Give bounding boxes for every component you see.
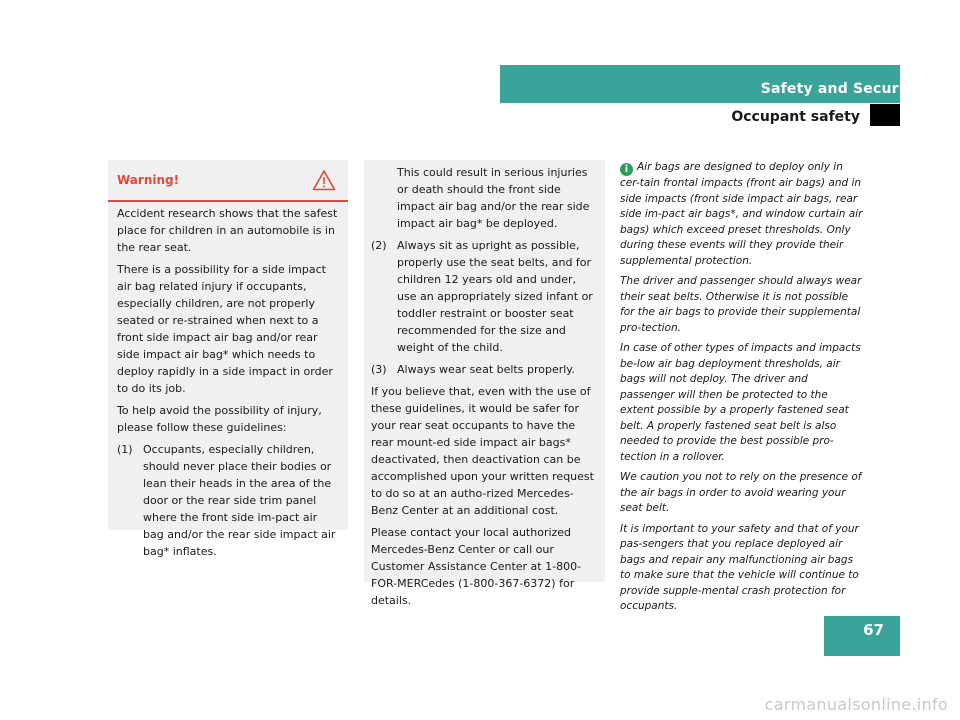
guideline-text: Always sit as upright as possible, properly use the seat belts, and for children 12 years old and under, use an appropriately sized infant or toddler restraint or booster seat recommended for the size and weight of the child. bbox=[397, 239, 593, 354]
warning-continued-panel bbox=[364, 160, 605, 607]
guideline-number: (3) bbox=[371, 363, 387, 376]
warning-header bbox=[108, 160, 348, 202]
info-paragraph-text: Air bags are designed to deploy only in cer-tain frontal impacts (front air bags) and in side impacts (front side impact air bags, rear side im-pact air bags*, and window curtain air bags) which exceed preset thresholds. Only during these events will they provide their supplemental protection. bbox=[620, 161, 863, 267]
info-paragraph: We caution you not to rely on the presence of the air bags in order to avoid wearing your seat belt. bbox=[620, 471, 862, 514]
guideline-item bbox=[117, 441, 338, 560]
guideline-number: (2) bbox=[371, 239, 387, 252]
guideline-text: Occupants, especially children, should never place their bodies or lean their heads in the area of the door or the rear side trim panel where the front side im-pact air bag and/or the rear side impact air bag* inflates. bbox=[143, 443, 336, 558]
warning-paragraph: There is a possibility for a side impact air bag related injury if occupants, especially children, are not properly seated or re-strained when next to a front side impact air bag and/or rear side impact air bag* which needs to deploy rapidly in a side impact in order to do its job. bbox=[117, 263, 333, 395]
section-title: Safety and Security bbox=[760, 81, 920, 97]
guideline-item bbox=[371, 237, 595, 356]
page-number: 67 bbox=[863, 621, 884, 639]
guideline-text: Always wear seat belts properly. bbox=[397, 363, 575, 376]
continued-paragraph: If you believe that, even with the use of these guidelines, it would be safer for your rear seat occupants to have the rear mount-ed side impact air bags* deactivated, then deactivation can be accomplished upon your written request to do so at an autho-rized Mercedes-Benz Center at an additional cost. bbox=[371, 385, 594, 517]
warning-body bbox=[108, 202, 348, 560]
header-tab-marker bbox=[870, 104, 900, 126]
warning-panel bbox=[108, 160, 348, 558]
page-number-box bbox=[824, 616, 900, 656]
info-icon: i bbox=[620, 163, 633, 176]
info-paragraph: The driver and passenger should always wear their seat belts. Otherwise it is not possible for the air bags to provide their supplemental pro-tection. bbox=[620, 275, 862, 334]
continued-paragraph: Please contact your local authorized Mercedes-Benz Center or call our Customer Assistance Center at 1-800-FOR-MERCedes (1-800-367-6372) for details. bbox=[371, 526, 582, 607]
watermark: carmanualsonline.info bbox=[764, 695, 948, 714]
info-paragraph-first bbox=[620, 160, 863, 269]
warning-paragraph: To help avoid the possibility of injury, please follow these guidelines: bbox=[117, 404, 322, 434]
guideline-item bbox=[371, 361, 595, 378]
guideline-number: (1) bbox=[117, 443, 133, 456]
info-note bbox=[620, 160, 863, 620]
warning-title: Warning! bbox=[117, 173, 180, 187]
guideline-continuation: This could result in serious injuries or death should the front side impact air bag and/or the rear side impact air bag* be deployed. bbox=[397, 166, 590, 230]
info-paragraph: It is important to your safety and that of your pas-sengers that you replace deployed air bags and repair any malfunctioning air bags to make sure that the vehicle will continue to provide supple-mental crash protection for occupants. bbox=[620, 522, 859, 612]
info-paragraph: In case of other types of impacts and impacts be-low air bag deployment thresholds, air bags will not deploy. The driver and passenger will then be protected to the extent possible by a properly fastened seat belt. A properly fastened seat belt is also needed to provide the best possible pro-tection in a rollover. bbox=[620, 342, 861, 463]
warning-triangle-icon bbox=[312, 169, 336, 191]
subsection-title: Occupant safety bbox=[731, 109, 860, 125]
warning-continued-body bbox=[364, 160, 605, 609]
warning-paragraph: Accident research shows that the safest place for children in an automobile is in the rear seat. bbox=[117, 207, 338, 254]
